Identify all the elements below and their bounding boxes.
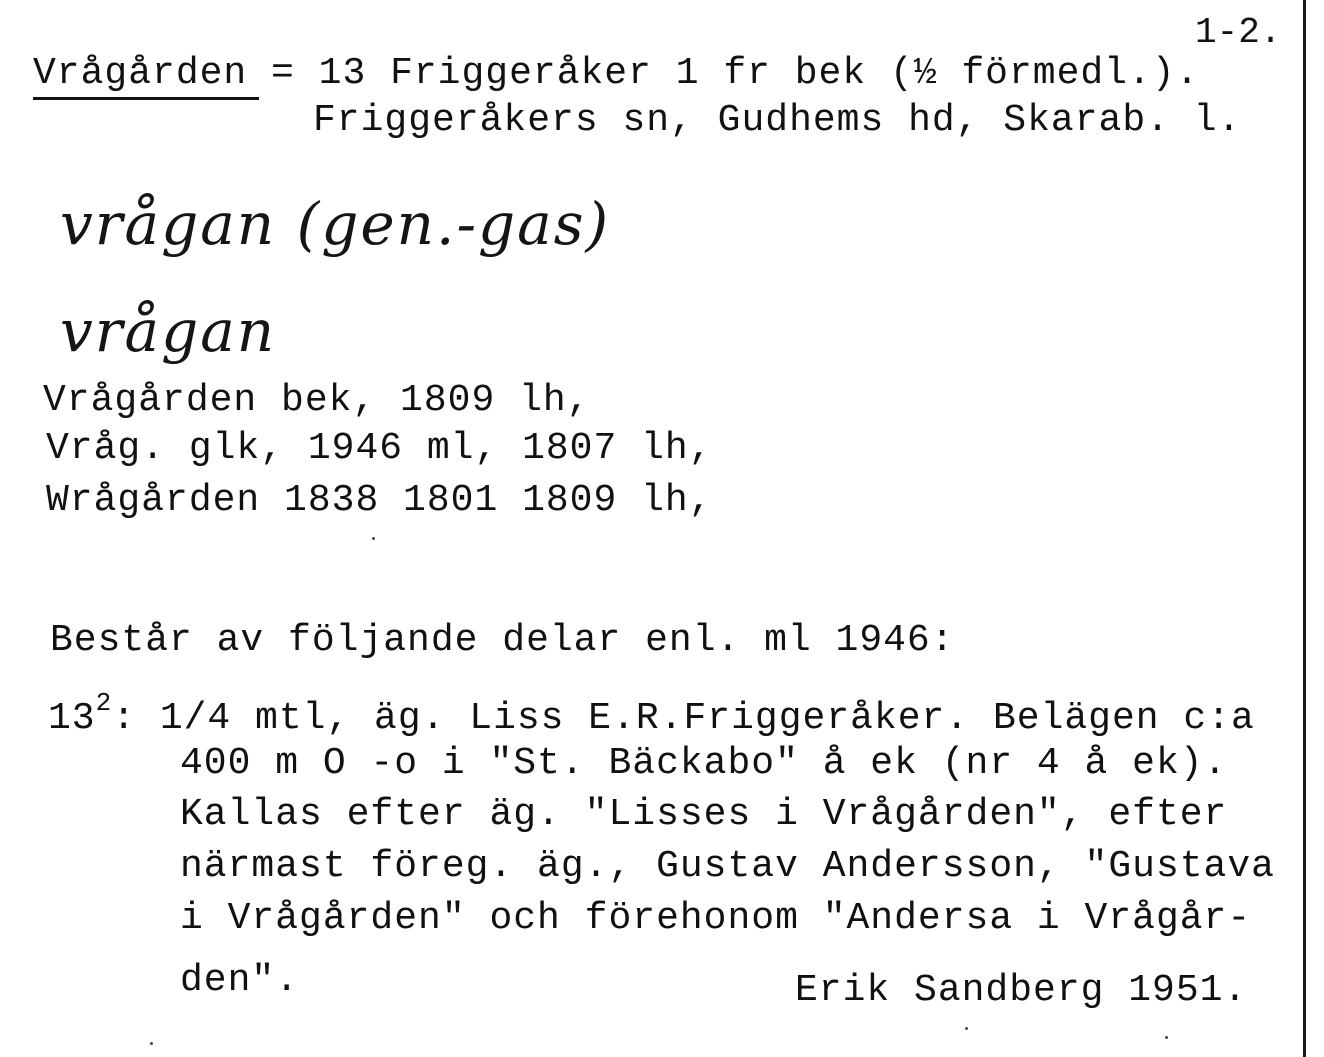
header-line-2: Friggeråkers sn, Gudhems hd, Skarab. l.	[313, 99, 1242, 142]
header-line-1-rest: = 13 Friggeråker 1 fr bek (½ förmedl.).	[271, 52, 1200, 95]
place-title: Vrågården	[33, 52, 248, 95]
entry-line-5: i Vrågården" och förehonom "Andersa i Vrågår-	[180, 897, 1252, 940]
handwritten-line-2: vrågan	[60, 297, 277, 365]
entry-line-6: den".	[180, 959, 300, 1002]
entry-line-2: 400 m O -o i "St. Bäckabo" å ek (nr 4 å ek).	[180, 742, 1228, 785]
record-line-2: Vråg. glk, 1946 ml, 1807 lh,	[46, 427, 713, 470]
entry-line-4: närmast föreg. äg., Gustav Andersson, "Gustava	[180, 845, 1275, 888]
scan-speck	[1165, 1036, 1168, 1039]
entry-line-3: Kallas efter äg. "Lisses i Vrågården", efter	[180, 793, 1228, 836]
page-mark: 1-2.	[1195, 12, 1282, 53]
handwritten-line-1: vrågan (gen.-gas)	[60, 190, 611, 258]
scan-speck	[965, 1027, 968, 1030]
header-line-1	[33, 52, 1200, 95]
record-line-3: Wrågården 1838 1801 1809 lh,	[46, 479, 713, 522]
scan-speck	[372, 537, 375, 540]
title-underline	[33, 97, 259, 100]
card-right-edge	[1303, 0, 1306, 1057]
signature: Erik Sandberg 1951.	[795, 969, 1248, 1012]
record-line-1: Vrågården bek, 1809 lh,	[43, 379, 591, 422]
entry-text: : 1/4 mtl, äg. Liss E.R.Friggeråker. Belägen c:a	[112, 697, 1255, 740]
entry-number: 13	[48, 697, 96, 740]
entry-first-line	[48, 690, 1255, 738]
intro-line: Består av följande delar enl. ml 1946:	[50, 619, 955, 662]
scan-speck	[150, 1042, 153, 1045]
entry-superscript: 2	[95, 688, 113, 718]
